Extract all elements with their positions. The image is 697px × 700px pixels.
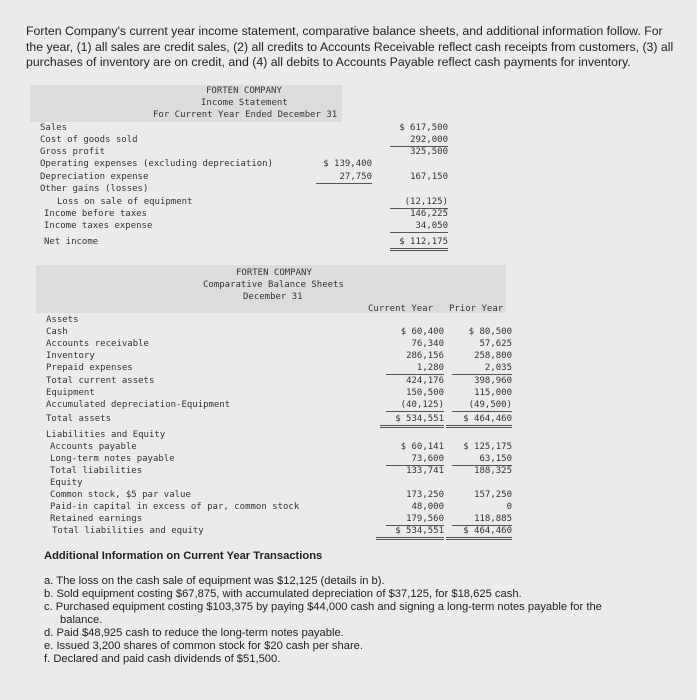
income-company: FORTEN COMPANY — [206, 86, 282, 96]
balance-row-label: Total liabilities and equity — [52, 526, 204, 536]
balance-row-label: Prepaid expenses — [46, 363, 133, 373]
balance-current: 1,280 — [386, 362, 444, 375]
income-row-amount: 167,150 — [410, 172, 448, 182]
income-row-amount: 292,000 — [390, 134, 448, 147]
balance-prior: (49,500) — [452, 399, 512, 412]
balance-title: Comparative Balance Sheets — [203, 280, 344, 290]
balance-current: $ 60,141 — [400, 442, 444, 452]
balance-row-label: Accumulated depreciation-Equipment — [46, 400, 231, 410]
balance-current: (40,125) — [386, 399, 444, 412]
income-row-amount: (12,125) — [390, 196, 448, 209]
balance-current: 173,250 — [406, 490, 444, 500]
additional-item: balance. — [60, 614, 103, 626]
income-row-label: Depreciation expense — [40, 172, 149, 182]
balance-prior: 157,250 — [474, 490, 512, 500]
balance-prior: $ 464,460 — [446, 525, 512, 540]
income-row-label: Sales — [40, 123, 68, 133]
balance-row-label: Long-term notes payable — [50, 454, 175, 464]
additional-item: b. Sold equipment costing $67,875, with accumulated depreciation of $37,125, for $18,625 cash. — [44, 588, 522, 600]
income-row-label: Income before taxes — [44, 209, 147, 219]
balance-prior: $ 125,175 — [463, 442, 512, 452]
income-row-label: Other gains (losses) — [40, 184, 149, 194]
balance-row-label: Equipment — [46, 388, 95, 398]
column-header-prior: Prior Year — [449, 304, 504, 314]
additional-item: d. Paid $48,925 cash to reduce the long-term notes payable. — [44, 627, 344, 639]
balance-current: 424,176 — [406, 376, 444, 386]
balance-current: 73,600 — [386, 453, 444, 466]
balance-current: 150,500 — [406, 388, 444, 398]
balance-row-label: Liabilities and Equity — [46, 430, 166, 440]
income-row-mid: $ 139,400 — [323, 159, 372, 169]
column-header-current: Current Year — [368, 304, 434, 314]
balance-row-label: Paid-in capital in excess of par, common stock — [50, 502, 300, 512]
balance-row-label: Accounts receivable — [46, 339, 149, 349]
balance-current: $ 534,551 — [380, 413, 444, 428]
income-row-label: Loss on sale of equipment — [57, 197, 193, 207]
balance-current: $ 60,400 — [400, 327, 444, 337]
balance-prior: 63,150 — [452, 453, 512, 466]
balance-current: 48,000 — [411, 502, 444, 512]
additional-heading: Additional Information on Current Year Transactions — [44, 550, 323, 562]
income-row-amount: 325,500 — [410, 147, 448, 157]
balance-prior: 2,035 — [452, 362, 512, 375]
additional-item: c. Purchased equipment costing $103,375 by paying $44,000 cash and signing a long-term notes payable for the — [44, 601, 602, 613]
balance-prior: 188,325 — [474, 466, 512, 476]
balance-row-label: Total assets — [46, 414, 112, 424]
balance-date: December 31 — [243, 292, 303, 302]
balance-current: 179,560 — [386, 513, 444, 526]
balance-current: 76,340 — [411, 339, 444, 349]
balance-prior: 115,000 — [474, 388, 512, 398]
balance-row-label: Cash — [46, 327, 68, 337]
income-row-amount: $ 617,500 — [399, 123, 448, 133]
balance-row-label: Inventory — [46, 351, 95, 361]
balance-row-label: Retained earnings — [50, 514, 143, 524]
additional-item: e. Issued 3,200 shares of common stock for $20 cash per share. — [44, 640, 364, 652]
balance-row-label: Common stock, $5 par value — [50, 490, 191, 500]
balance-prior: 258,800 — [474, 351, 512, 361]
balance-current: 133,741 — [406, 466, 444, 476]
balance-current: $ 534,551 — [376, 525, 444, 540]
income-row-amount: $ 112,175 — [390, 236, 448, 251]
balance-row-label: Total liabilities — [50, 466, 143, 476]
balance-prior: $ 464,460 — [446, 413, 512, 428]
income-row-amount: 34,050 — [390, 220, 448, 233]
balance-row-label: Assets — [46, 315, 79, 325]
balance-prior: 118,885 — [452, 513, 512, 526]
balance-row-label: Total current assets — [46, 376, 155, 386]
additional-item: a. The loss on the cash sale of equipment was $12,125 (details in b). — [44, 575, 385, 587]
income-period: For Current Year Ended December 31 — [153, 110, 338, 120]
balance-prior: 0 — [506, 502, 512, 512]
balance-current: 286,156 — [406, 351, 444, 361]
income-row-amount: 146,225 — [410, 209, 448, 219]
income-row-label: Operating expenses (excluding depreciation) — [40, 159, 273, 169]
balance-prior: $ 80,500 — [468, 327, 512, 337]
additional-item: f. Declared and paid cash dividends of $51,500. — [44, 653, 281, 665]
income-title: Income Statement — [201, 98, 288, 108]
income-row-label: Income taxes expense — [44, 221, 153, 231]
balance-row-label: Equity — [50, 478, 83, 488]
income-row-mid: 27,750 — [316, 171, 372, 184]
income-row-label: Cost of goods sold — [40, 135, 138, 145]
balance-prior: 57,625 — [479, 339, 512, 349]
income-row-label: Net income — [44, 237, 99, 247]
income-row-label: Gross profit — [40, 147, 106, 157]
balance-company: FORTEN COMPANY — [236, 268, 312, 278]
balance-prior: 398,960 — [474, 376, 512, 386]
intro-paragraph: Forten Company's current year income statement, comparative balance sheets, and additional information follow. For the year, (1) all sales are credit sales, (2) all credits to Accounts Receivable reflect cash receipts from customers, (3) all purchases of inventory are on credit, and (4) all debits to Accounts Payable reflect cash payments for inventory. — [26, 24, 674, 69]
balance-row-label: Accounts payable — [50, 442, 137, 452]
